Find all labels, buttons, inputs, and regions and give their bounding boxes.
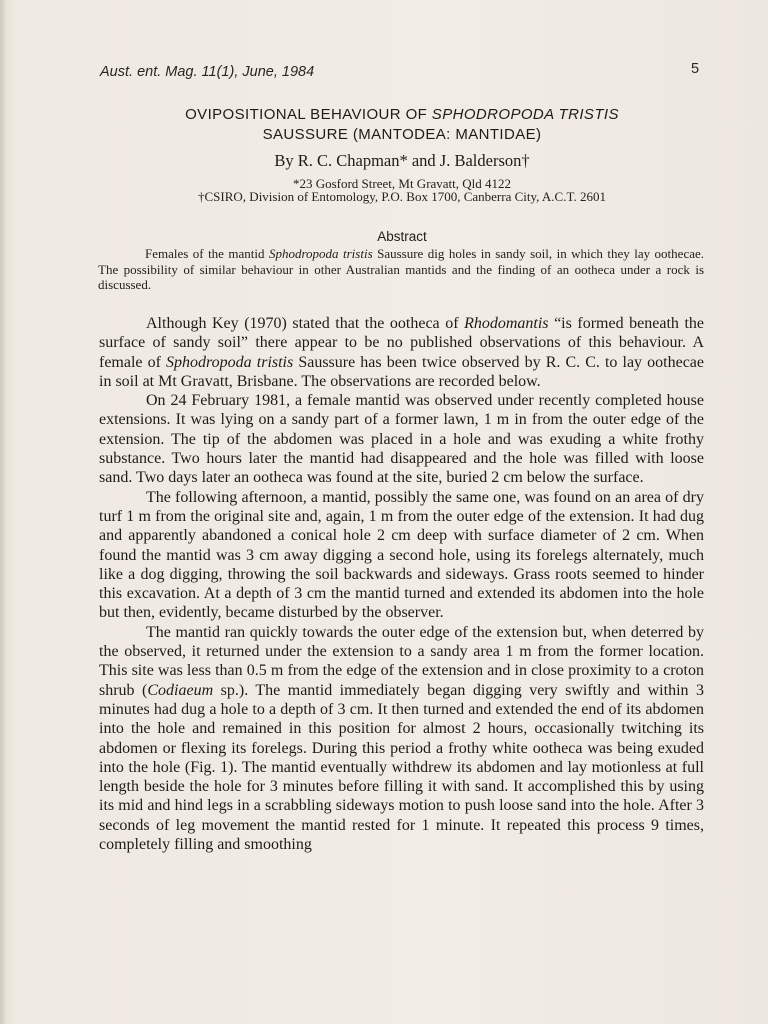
- body-text: Although Key (1970) stated that the ootheca of: [146, 315, 465, 332]
- author-byline: By R. C. Chapman* and J. Balderson†: [274, 151, 530, 170]
- abstract-heading: Abstract: [377, 229, 427, 244]
- article-body: [99, 314, 704, 854]
- body-genus: Codiaeum: [147, 681, 214, 699]
- article-title-line-1: [100, 106, 704, 123]
- body-text: The mantid ran quickly towards the outer edge of the extension but, when deterred by the observed, it returned under the extension to a sandy area 1 m from the former location. This site was less than 0.5 m from the edge of the extension and in close proximity to a croton shrub (: [99, 623, 704, 699]
- body-text: sp.). The mantid immediately began digging very swiftly and within 3 minutes had dug a hole to a depth of 3 cm. It then turned and extended the end of its abdomen into the hole and remained in this position for almost 2 hours, occasionally twitching its abdomen or flexing its forelegs. During this period a frothy white ootheca was being exuded into the hole (Fig. 1). The mantid eventually withdrew its abdomen and lay motionless at full length beside the hole for 3 minutes before filling it with sand. It accomplished this by using its mid and hind legs in a scrabbling sideways motion to push loose sand into the hole. After 3 seconds of leg movement the mantid rested for 1 minute. It repeated this process 9 times, completely filling and smoothing: [99, 681, 704, 854]
- body-paragraph-1: [99, 314, 704, 391]
- abstract-text-part: Saussure dig holes in sandy soil, in which they lay oothecae. The possibility of similar behaviour in other Australian mantids and the finding of an ootheca under a rock is discussed.: [98, 246, 704, 293]
- title-species: SPHODROPODA TRISTIS: [431, 106, 619, 123]
- page-number: 5: [691, 61, 700, 77]
- body-text: Saussure has been twice observed by R. C. C. to lay oothecae in soil at Mt Gravatt, Brisbane. The observations are recorded below.: [99, 353, 705, 390]
- abstract-species: Sphodropoda tristis: [268, 246, 373, 261]
- abstract-text-part: Females of the mantid: [145, 246, 269, 261]
- affiliation-2: †CSIRO, Division of Entomology, P.O. Box 1700, Canberra City, A.C.T. 2601: [198, 189, 606, 204]
- body-genus: Rhodomantis: [464, 315, 549, 332]
- page-binding-edge: [0, 0, 6, 1024]
- body-paragraph-2: On 24 February 1981, a female mantid was observed under recently completed house extensions. It was lying on a sandy part of a former lawn, 1 m in from the outer edge of the extension. The tip of the abdomen was placed in a hole and was exuding a white frothy substance. Two hours later the mantid had disappeared and the hole was filled with loose sand. Two days later an ootheca was found at the site, buried 2 cm below the surface.: [99, 392, 704, 487]
- abstract-text: [98, 246, 704, 293]
- article-title-line-2: SAUSSURE (MANTODEA: MANTIDAE): [262, 126, 542, 143]
- body-species: Sphodropoda tristis: [166, 353, 294, 371]
- body-text: “is formed beneath the surface of sandy soil” there appear to be no published observations of this behaviour. A female of: [99, 315, 704, 371]
- running-head: Aust. ent. Mag. 11(1), June, 1984: [100, 64, 315, 80]
- body-paragraph-4: [99, 623, 704, 855]
- body-paragraph-3: The following afternoon, a mantid, possibly the same one, was found on an area of dry turf 1 m from the original site and, again, 1 m from the outer edge of the extension. It had dug and apparently abandoned a conical hole 2 cm deep with surface diameter of 2 cm. When found the mantid was 3 cm away digging a second hole, using its forelegs alternately, much like a dog digging, throwing the soil backwards and sideways. Grass roots seemed to hinder this excavation. At a depth of 3 cm the mantid turned and extended its abdomen into the hole but then, evidently, became disturbed by the observer.: [99, 488, 704, 622]
- title-prefix: OVIPOSITIONAL BEHAVIOUR OF: [185, 106, 432, 123]
- affiliation-1: *23 Gosford Street, Mt Gravatt, Qld 4122: [292, 176, 512, 191]
